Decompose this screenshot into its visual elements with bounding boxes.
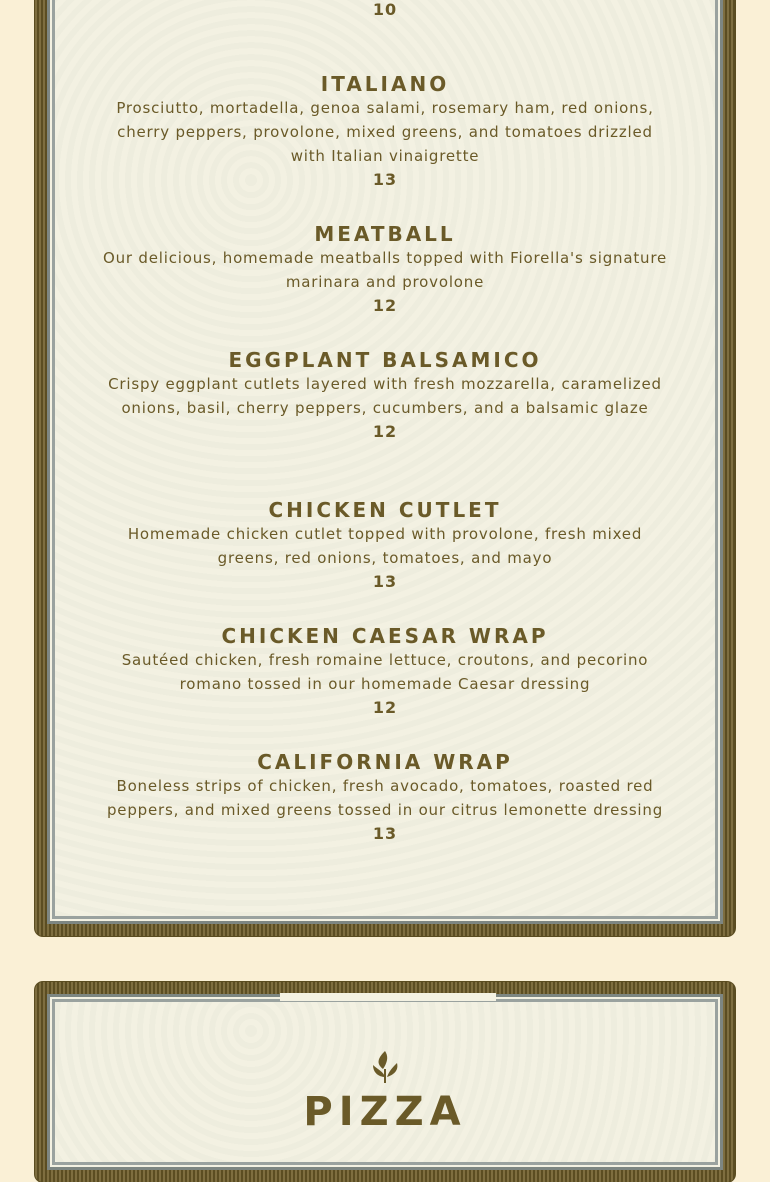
- item-description: Boneless strips of chicken, fresh avocado, tomatoes, roasted red peppers, and mixed greens tossed in our citrus lemonette dressing: [106, 777, 664, 819]
- item-name: CALIFORNIA WRAP: [257, 750, 513, 774]
- menu-panel-inner: [47, 0, 723, 924]
- item-description: Crispy eggplant cutlets layered with fresh mozzarella, caramelized onions, basil, cherry peppers, cucumbers, and a balsamic glaze: [108, 375, 662, 417]
- menu-item: [100, 0, 670, 22]
- item-name: EGGPLANT BALSAMICO: [228, 348, 542, 372]
- menu-item: [100, 222, 670, 318]
- item-description: Homemade chicken cutlet topped with provolone, fresh mixed greens, red onions, tomatoes, and mayo: [127, 525, 643, 567]
- item-price: 13: [372, 824, 398, 843]
- item-description: Our delicious, homemade meatballs topped with Fiorella's signature marinara and provolone: [102, 249, 668, 291]
- menu-item: [100, 72, 670, 192]
- item-price: 10: [372, 0, 398, 19]
- leaf-icon: [365, 1047, 405, 1087]
- item-description: Prosciutto, mortadella, genoa salami, rosemary ham, red onions, cherry peppers, provolone, mixed greens, and tomatoes drizzled with Italian vinaigrette: [116, 99, 654, 165]
- item-price: 13: [372, 170, 398, 189]
- menu-item: [100, 498, 670, 594]
- item-name: ITALIANO: [320, 72, 450, 96]
- section-title: PIZZA: [303, 1089, 467, 1135]
- item-name: MEATBALL: [314, 222, 456, 246]
- item-description: Sautéed chicken, fresh romaine lettuce, croutons, and pecorino romano tossed in our homemade Caesar dressing: [121, 651, 649, 693]
- menu-item: [100, 750, 670, 846]
- item-name: CHICKEN CAESAR WRAP: [221, 624, 549, 648]
- menu-item: [100, 624, 670, 720]
- item-name: CHICKEN CUTLET: [268, 498, 502, 522]
- item-price: 13: [372, 572, 398, 591]
- menu-panel-inner: [47, 994, 723, 1170]
- menu-item: [100, 348, 670, 444]
- menu-panel-sandwiches: [35, 0, 735, 936]
- item-price: 12: [372, 698, 398, 717]
- panel-tab-gap: [280, 993, 496, 1001]
- item-price: 12: [372, 296, 398, 315]
- menu-panel-pizza: [35, 982, 735, 1182]
- item-price: 12: [372, 422, 398, 441]
